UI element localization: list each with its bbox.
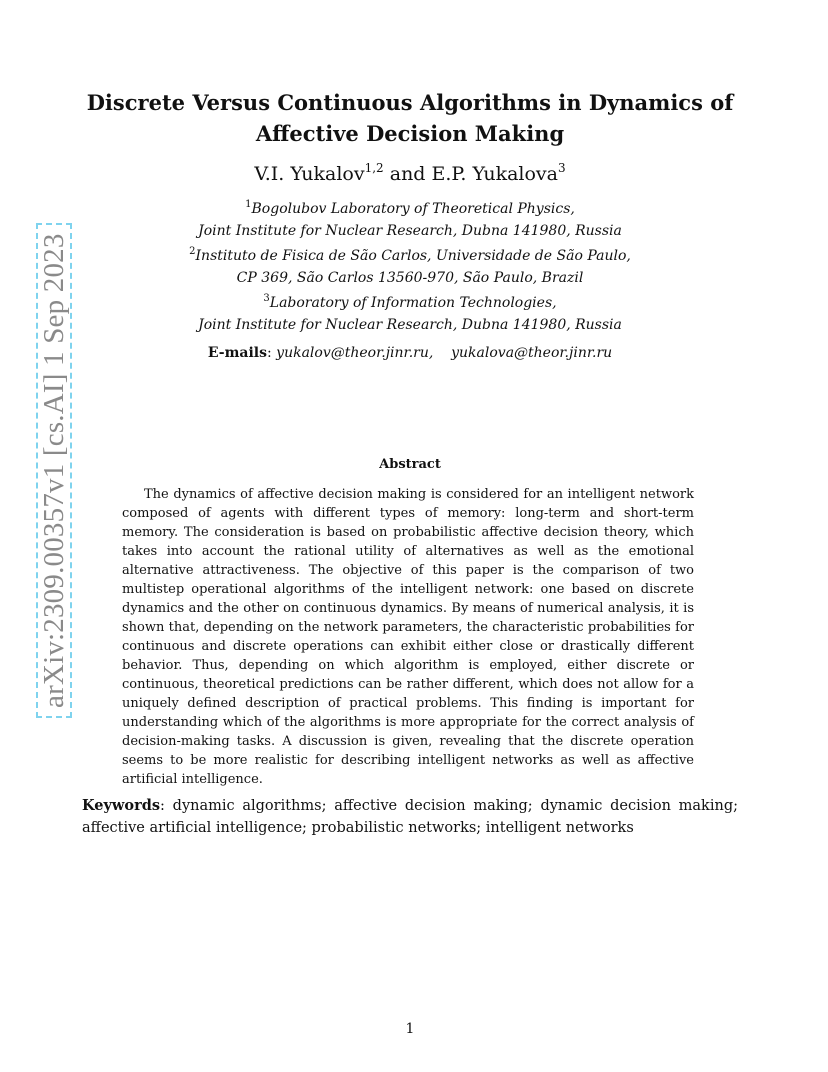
- affiliation-3-line-2: Joint Institute for Nuclear Research, Dubna 141980, Russia: [198, 317, 622, 333]
- affiliation-3-line-1: [60, 292, 760, 314]
- affiliation-1: [60, 198, 760, 242]
- affiliation-2-mark: 2: [189, 246, 196, 257]
- author-2: E.P. Yukalova: [431, 163, 558, 185]
- email-1[interactable]: yukalov@theor.jinr.ru,: [276, 345, 434, 361]
- title-line-2: Affective Decision Making: [255, 121, 565, 146]
- page-number: 1: [405, 1021, 415, 1037]
- email-line: E-mails: yukalov@theor.jinr.ru, yukalova@theor.jinr.ru: [207, 345, 613, 361]
- author-1-affiliation-marks: 1,2: [364, 161, 384, 175]
- affiliation-1-name: Bogolubov Laboratory of Theoretical Physics,: [251, 201, 575, 217]
- emails-label: E-mails: [207, 345, 267, 361]
- affiliation-1-line-1: [60, 198, 760, 220]
- paper-title: [60, 87, 760, 149]
- affiliation-3: [60, 292, 760, 336]
- arxiv-identifier-stamp[interactable]: arXiv:2309.00357v1 [cs.AI] 1 Sep 2023: [36, 223, 72, 718]
- author-list: [60, 160, 760, 188]
- affiliation-3-name: Laboratory of Information Technologies,: [269, 295, 557, 311]
- abstract-text: The dynamics of affective decision making is considered for an intelligent network composed of agents with different types of memory: long-term and short-term memory. The consideration is based on probabilistic affective decision theory, which takes into account the rational utility of alternatives as well as the emotional alternative attractiveness. The objective of this paper is the comparison of two multistep operational algorithms of the intelligent network: one based on discrete dynamics and the other on continuous dynamics. By means of numerical analysis, it is shown that, depending on the network parameters, the characteristic probabilities for continuous and discrete operations can exhibit either close or drastically different behavior. Thus, depending on which algorithm is employed, either discrete or continuous, theoretical predictions can be rather different, which does not allow for a uniquely defined description of practical problems. This finding is important for understanding which of the algorithms is more appropriate for the correct analysis of decision-making tasks. A discussion is given, revealing that the discrete operation seems to be more realistic for describing intelligent networks as well as affective artificial intelligence.: [122, 487, 694, 787]
- keywords-label: Keywords: [82, 797, 161, 814]
- affiliation-1-mark: 1: [245, 199, 252, 210]
- keywords-paragraph: [82, 795, 738, 839]
- author-1: V.I. Yukalov: [254, 163, 365, 185]
- author-conjunction: and: [383, 163, 432, 185]
- email-2[interactable]: yukalova@theor.jinr.ru: [451, 345, 613, 361]
- affiliation-1-line-2: Joint Institute for Nuclear Research, Dubna 141980, Russia: [198, 223, 622, 239]
- abstract-heading: Abstract: [379, 457, 441, 472]
- affiliation-2-line-1: [60, 245, 760, 267]
- affiliation-2: [60, 245, 760, 289]
- affiliation-2-name: Instituto de Fisica de São Carlos, Universidade de São Paulo,: [195, 248, 631, 264]
- keywords-text: : dynamic algorithms; affective decision making; dynamic decision making; affective artificial intelligence; probabilistic networks; intelligent networks: [82, 798, 738, 836]
- affiliation-3-mark: 3: [263, 293, 270, 304]
- title-line-1: Discrete Versus Continuous Algorithms in Dynamics of: [86, 90, 734, 115]
- affiliation-2-line-2: CP 369, São Carlos 13560-970, São Paulo, Brazil: [236, 270, 584, 286]
- author-2-affiliation-marks: 3: [557, 161, 566, 175]
